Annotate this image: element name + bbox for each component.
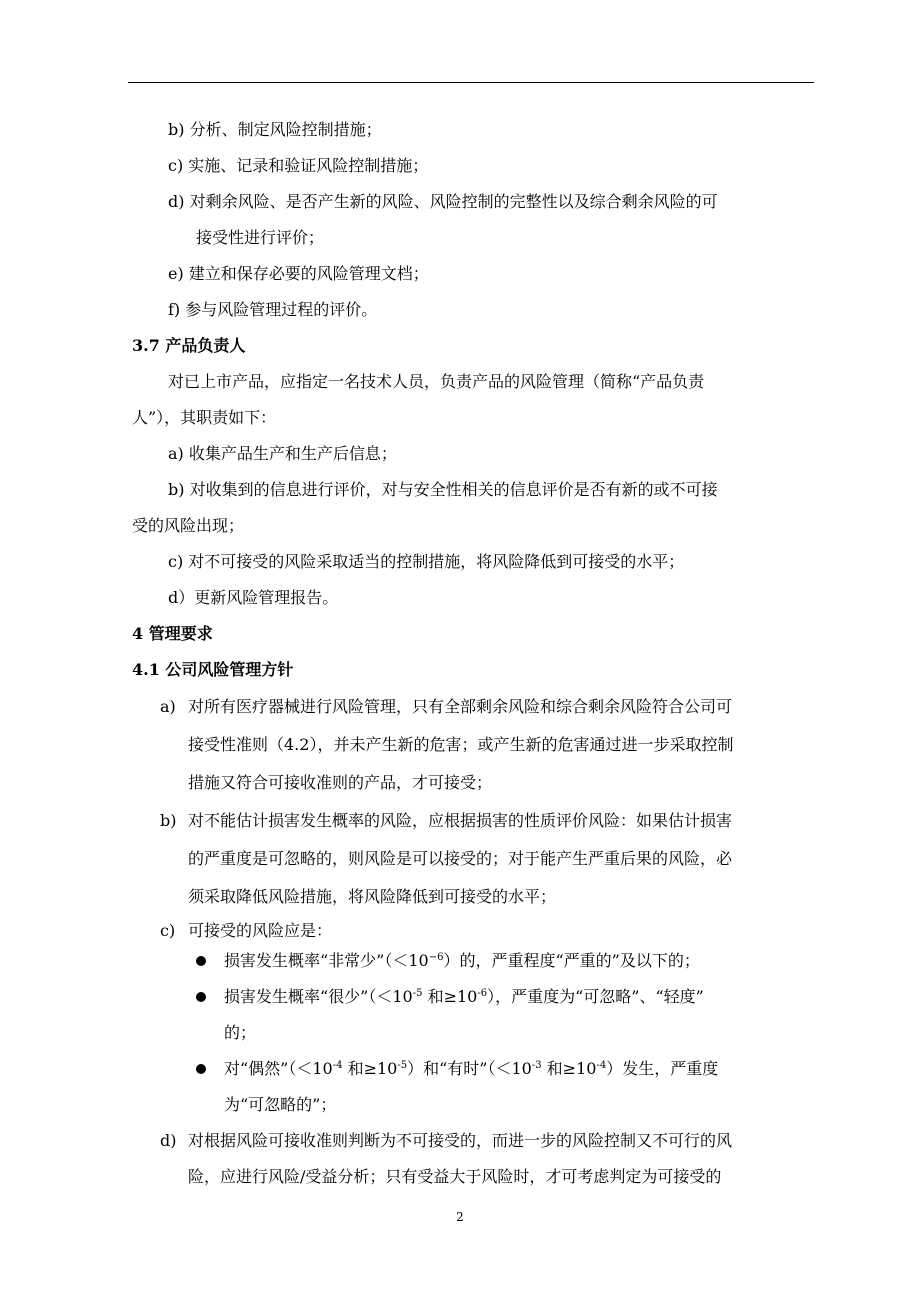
sec36-item-d-line1: d) 对剩余风险、是否产生新的风险、风险控制的完整性以及综合剩余风险的可: [168, 192, 718, 211]
bullet-dot-2: [196, 992, 206, 1002]
sec36-item-d-line2: 接受性进行评价；: [196, 228, 325, 247]
sec41-item-b-line2: 的严重度是可忽略的，则风险是可以接受的；对于能产生严重后果的风险，必: [188, 849, 733, 868]
sec37-item-a: a) 收集产品生产和生产后信息；: [168, 444, 397, 463]
sec4-heading: 4 管理要求: [132, 624, 213, 643]
bullet-2-text: 损害发生概率“很少$”(<10^{-5}$ 和$\ge 10^{-6}$），严重度为“可忽略”、“轻度”: [224, 987, 704, 1006]
bullet-3-line2: 为“可忽略的”；: [224, 1095, 337, 1114]
sec37-item-b-line1: b) 对收集到的信息进行评价，对与安全性相关的信息评价是否有新的或不可接: [168, 480, 718, 499]
sec41-heading: 4.1 公司风险管理方针: [132, 660, 294, 679]
bullet-3-text: 对“偶然$”(<10^{-4}$ 和$\ge 10^{-5}$）和“有时$”(<10^{-3}$ 和$\ge 10^{-4}$）发生，严重度: [224, 1059, 719, 1078]
sec41-item-c-marker: c): [160, 921, 176, 940]
sec41-item-b-line1: 对不能估计损害发生概率的风险，应根据损害的性质评价风险：如果估计损害: [188, 811, 733, 830]
sec41-item-d-line1: 对根据风险可接收准则判断为不可接受的，而进一步的风险控制又不可行的风: [188, 1131, 733, 1150]
sec41-item-a-line1: 对所有医疗器械进行风险管理，只有全部剩余风险和综合剩余风险符合公司可: [188, 697, 733, 716]
bullet-1-text: 损害发生概率“非常少$”(<10^{-6})$的，严重程度“严重的”及以下的；: [224, 951, 700, 970]
bullet-2-line2: 的；: [224, 1023, 257, 1042]
sec36-item-c: c) 实施、记录和验证风险控制措施；: [168, 156, 429, 175]
bullet-dot-1: [196, 956, 206, 966]
sec36-item-b: b) 分析、制定风险控制措施；: [168, 120, 382, 139]
sec41-item-a-marker: a): [160, 697, 176, 716]
sec37-intro-line2: 人”），其职责如下：: [132, 408, 277, 427]
sec37-item-c: c) 对不可接受的风险采取适当的控制措施，将风险降低到可接受的水平；: [168, 552, 685, 571]
sec37-item-d: d）更新风险管理报告。: [168, 588, 339, 607]
sec37-item-b-line2: 受的风险出现；: [132, 516, 245, 535]
sec41-item-c-text: 可接受的风险应是：: [188, 921, 333, 940]
sec41-item-d-marker: d): [160, 1131, 177, 1150]
page-number: 2: [456, 1210, 464, 1224]
sec37-heading: 3.7 产品负责人: [132, 336, 246, 355]
header-rule: [128, 82, 814, 83]
sec37-intro-line1: 对已上市产品，应指定一名技术人员，负责产品的风险管理（简称“产品负责: [168, 372, 705, 391]
sec41-item-a-line2: 接受性准则（4.2），并未产生新的危害；或产生新的危害通过进一步采取控制: [188, 735, 734, 754]
sec36-item-f: f) 参与风险管理过程的评价。: [168, 300, 378, 319]
sec41-item-d-line2: 险，应进行风险/受益分析；只有受益大于风险时，才可考虑判定为可接受的: [188, 1167, 722, 1186]
sec41-item-b-line3: 须采取降低风险措施，将风险降低到可接受的水平；: [188, 887, 557, 906]
sec41-item-a-line3: 措施又符合可接收准则的产品，才可接受；: [188, 773, 493, 792]
sec41-item-b-marker: b): [160, 811, 177, 830]
bullet-dot-3: [196, 1064, 206, 1074]
sec36-item-e: e) 建立和保存必要的风险管理文档；: [168, 264, 429, 283]
